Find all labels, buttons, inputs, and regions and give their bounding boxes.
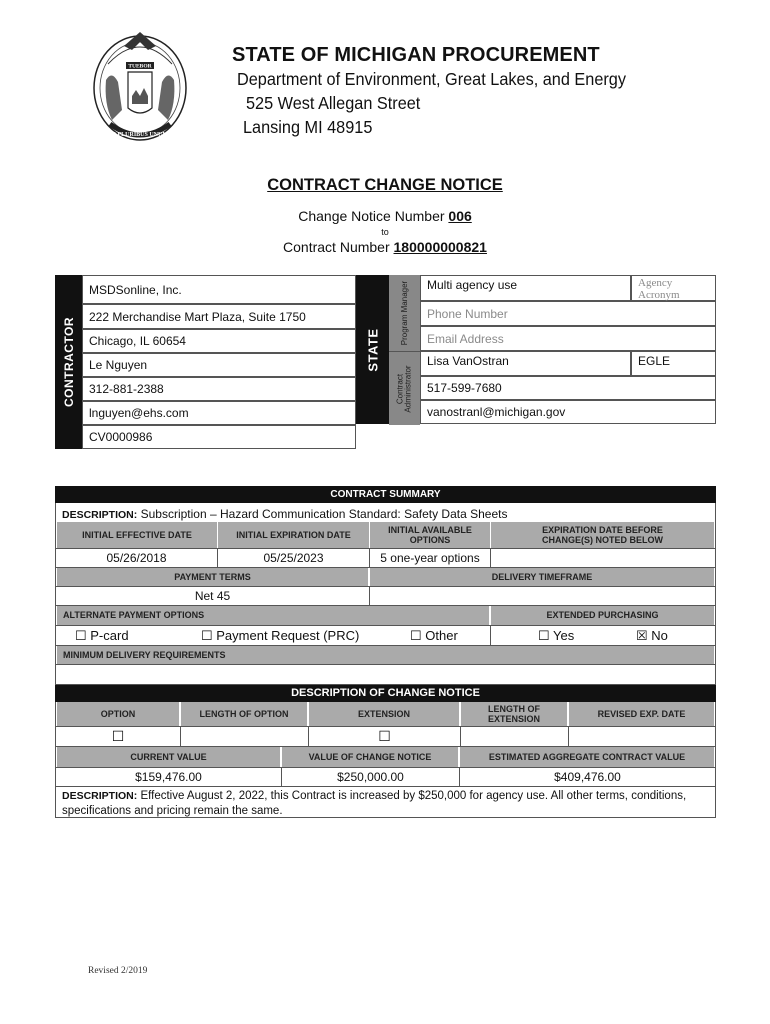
revised-exp-date-header: REVISED EXP. DATE	[569, 702, 714, 726]
contract-administrator-name: Lisa VanOstran	[420, 351, 631, 376]
change-notice-title: DESCRIPTION OF CHANGE NOTICE	[55, 685, 716, 702]
program-manager-label: Program Manager	[389, 275, 420, 351]
extended-purchasing-header: EXTENDED PURCHASING	[491, 606, 714, 625]
contract-administrator-agency: EGLE	[631, 351, 716, 376]
initial-effective-date: 05/26/2018	[55, 548, 218, 568]
page-title: STATE OF MICHIGAN PROCUREMENT	[232, 44, 600, 66]
department-name: Department of Environment, Great Lakes, and Energy	[237, 69, 627, 89]
state-side-label: STATE	[356, 275, 389, 424]
delivery-timeframe	[369, 586, 716, 606]
program-manager-name: Multi agency use	[420, 275, 631, 301]
option-checkbox[interactable]: ☐	[55, 726, 181, 747]
delivery-timeframe-header: DELIVERY TIMEFRAME	[370, 568, 714, 586]
contractor-contact: Le Nguyen	[82, 353, 356, 377]
option-header: OPTION	[57, 702, 179, 726]
contract-administrator-phone: 517-599-7680	[420, 376, 716, 400]
current-value: $159,476.00	[55, 767, 282, 787]
no-checkbox[interactable]: ☒ No	[636, 627, 668, 643]
value-of-change-header: VALUE OF CHANGE NOTICE	[282, 747, 458, 767]
estimated-aggregate-header: ESTIMATED AGGREGATE CONTRACT VALUE	[460, 747, 714, 767]
contract-number: Contract Number 180000000821	[283, 239, 487, 255]
contractor-email: lnguyen@ehs.com	[82, 401, 356, 425]
extension-header: EXTENSION	[309, 702, 459, 726]
to-label: to	[381, 227, 389, 237]
contractor-city: Chicago, IL 60654	[82, 329, 356, 353]
city-address: Lansing MI 48915	[243, 117, 373, 137]
street-address: 525 West Allegan Street	[246, 93, 421, 113]
length-of-extension-cell	[460, 726, 569, 747]
initial-available-options-header: INITIAL AVAILABLE OPTIONS	[370, 522, 490, 548]
contract-summary-title: CONTRACT SUMMARY	[55, 486, 716, 503]
change-description: DESCRIPTION: Effective August 2, 2022, this Contract is increased by $250,000 for agency use. All other terms, conditions, specifications and pricing remain the same.	[62, 790, 687, 817]
length-of-option-header: LENGTH OF OPTION	[181, 702, 307, 726]
alternate-payment-options-header: ALTERNATE PAYMENT OPTIONS	[57, 606, 489, 625]
initial-expiration-date-header: INITIAL EXPIRATION DATE	[218, 522, 369, 548]
expiration-before-change	[490, 548, 716, 568]
minimum-delivery-requirements	[55, 664, 716, 685]
estimated-aggregate-value: $409,476.00	[459, 767, 716, 787]
change-notice-number: Change Notice Number 006	[298, 208, 472, 224]
agency-acronym: Agency Acronym	[631, 275, 716, 301]
contractor-side-label: CONTRACTOR	[55, 275, 82, 449]
value-of-change-notice: $250,000.00	[281, 767, 460, 787]
payment-terms: Net 45	[55, 586, 370, 606]
contractor-address: 222 Merchandise Mart Plaza, Suite 1750	[82, 304, 356, 329]
contract-administrator-email: vanostranl@michigan.gov	[420, 400, 716, 424]
initial-expiration-date: 05/25/2023	[217, 548, 370, 568]
minimum-delivery-header: MINIMUM DELIVERY REQUIREMENTS	[57, 646, 714, 664]
svg-text:TUEBOR: TUEBOR	[128, 63, 152, 70]
contractor-phone: 312-881-2388	[82, 377, 356, 401]
alternate-payment-options-row	[55, 625, 491, 646]
contractor-vendor-id: CV0000986	[82, 425, 356, 449]
expiration-before-change-header: EXPIRATION DATE BEFORE CHANGE(S) NOTED BELOW	[491, 522, 714, 548]
michigan-seal-logo	[88, 24, 192, 148]
pm-phone-placeholder: Phone Number	[420, 301, 716, 326]
revision-footer: Revised 2/2019	[88, 966, 148, 976]
pm-email-placeholder: Email Address	[420, 326, 716, 351]
notice-title: CONTRACT CHANGE NOTICE	[267, 176, 503, 194]
other-checkbox[interactable]: ☐ Other	[410, 627, 458, 643]
current-value-header: CURRENT VALUE	[57, 747, 280, 767]
svg-text:E PLURIBUS UNUM: E PLURIBUS UNUM	[111, 132, 169, 138]
yes-checkbox[interactable]: ☐ Yes	[538, 627, 575, 643]
extended-purchasing-row	[490, 625, 716, 646]
payment-terms-header: PAYMENT TERMS	[57, 568, 368, 586]
summary-description: DESCRIPTION: Subscription – Hazard Communication Standard: Safety Data Sheets	[62, 507, 508, 521]
initial-effective-date-header: INITIAL EFFECTIVE DATE	[57, 522, 217, 548]
length-of-extension-header: LENGTH OF EXTENSION	[461, 702, 567, 726]
revised-exp-date-cell	[568, 726, 716, 747]
contractor-name: MSDSonline, Inc.	[82, 275, 356, 304]
length-of-option-cell	[180, 726, 309, 747]
p-card-checkbox[interactable]: ☐ P-card	[75, 627, 129, 643]
initial-available-options: 5 one-year options	[369, 548, 491, 568]
contract-administrator-label: Contract Administrator	[389, 351, 420, 425]
payment-request-checkbox[interactable]: ☐ Payment Request (PRC)	[201, 627, 360, 643]
extension-checkbox[interactable]: ☐	[308, 726, 461, 747]
